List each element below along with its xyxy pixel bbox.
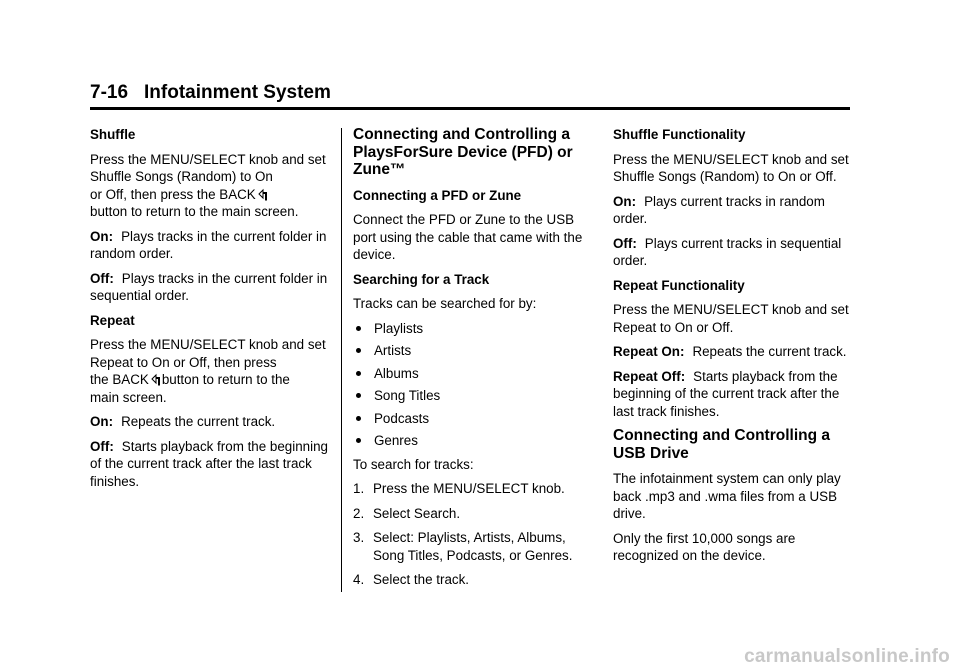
- usb-text-1: The infotainment system can only play back .mp3 and .wma files from a USB drive.: [613, 471, 841, 521]
- list-item: Genres: [353, 432, 593, 450]
- on-definition: On: Plays current tracks in random order.: [613, 193, 825, 226]
- bullet-icon: [356, 438, 361, 443]
- repeat-off-definition: Off: Starts playback from the beginning of the current track after the last track finishes.: [90, 438, 328, 489]
- off-definition: Off: Plays current tracks in sequential order.: [613, 235, 842, 268]
- bullet-icon: [356, 371, 361, 376]
- list-item: Playlists: [353, 320, 593, 338]
- shuffle-functionality-heading: Shuffle Functionality: [613, 127, 746, 142]
- watermark: carmanualsonline.info: [744, 646, 950, 667]
- bullet-icon: [356, 416, 361, 421]
- list-item: 4. Select the track.: [353, 572, 470, 587]
- header-text: [90, 82, 331, 104]
- list-item: Albums: [353, 365, 593, 383]
- bullet-icon: [356, 326, 361, 331]
- usb-text-2: Only the first 10,000 songs are recognized on the device.: [613, 530, 796, 563]
- shuffle-heading: Shuffle: [90, 127, 136, 142]
- steps-intro: To search for tracks:: [353, 456, 474, 472]
- column-divider: [341, 128, 342, 592]
- repeat-on-definition: On: Repeats the current track.: [90, 414, 276, 429]
- shuffle-instructions: Press the MENU/SELECT knob and set Shuffle Songs (Random) to On or Off, then press the BACK button to return to the main screen.: [90, 151, 326, 219]
- search-heading: Searching for a Track: [353, 271, 490, 287]
- shuffle-on-definition: On: Plays tracks in the current folder in random order.: [90, 228, 327, 261]
- search-steps-list: [353, 480, 593, 589]
- repeat-instructions: Press the MENU/SELECT knob and set Repeat to On or Off, then press the BACK button to return to the main screen.: [90, 337, 326, 405]
- connect-heading: Connecting a PFD or Zune: [353, 187, 522, 203]
- list-item: 2. Select Search.: [353, 505, 461, 521]
- column-2: [353, 126, 593, 596]
- connect-text: Connect the PFD or Zune to the USB port using the cable that came with the device.: [353, 212, 583, 262]
- repeat-on-definition: Repeat On: Repeats the current track.: [613, 344, 847, 359]
- column-1: [90, 126, 332, 497]
- column-3: [613, 126, 859, 572]
- chapter-title: Infotainment System: [144, 82, 331, 103]
- bullet-icon: [356, 348, 361, 353]
- search-intro: Tracks can be searched for by:: [353, 296, 537, 311]
- repeat-heading: Repeat: [90, 312, 135, 328]
- repeat-functionality-text: Press the MENU/SELECT knob and set Repeat to On or Off.: [613, 302, 849, 335]
- page-number: 7-16: [90, 82, 129, 103]
- list-item: Podcasts: [353, 410, 593, 428]
- bullet-icon: [356, 393, 361, 398]
- pfd-section-title: Connecting and Controlling a PlaysForSure Device (PFD) or Zune™: [353, 126, 573, 178]
- list-item: Artists: [353, 342, 593, 360]
- search-bullet-list: [353, 320, 593, 450]
- back-arrow-icon: [257, 188, 268, 201]
- shuffle-off-definition: Off: Plays tracks in the current folder in sequential order.: [90, 270, 328, 303]
- page-header: [90, 80, 850, 110]
- shuffle-functionality-text: Press the MENU/SELECT knob and set Shuffle Songs (Random) to On or Off.: [613, 151, 849, 184]
- list-item: 1. Press the MENU/SELECT knob.: [353, 481, 565, 496]
- list-item: Song Titles: [353, 387, 593, 405]
- list-item: 3. Select: Playlists, Artists, Albums, Song Titles, Podcasts, or Genres.: [353, 530, 573, 563]
- repeat-functionality-heading: Repeat Functionality: [613, 277, 745, 293]
- usb-section-title: Connecting and Controlling a USB Drive: [613, 427, 830, 462]
- repeat-off-definition: Repeat Off: Starts playback from the beginning of the current track after the last track finishes.: [613, 368, 840, 419]
- back-arrow-icon: [150, 373, 161, 386]
